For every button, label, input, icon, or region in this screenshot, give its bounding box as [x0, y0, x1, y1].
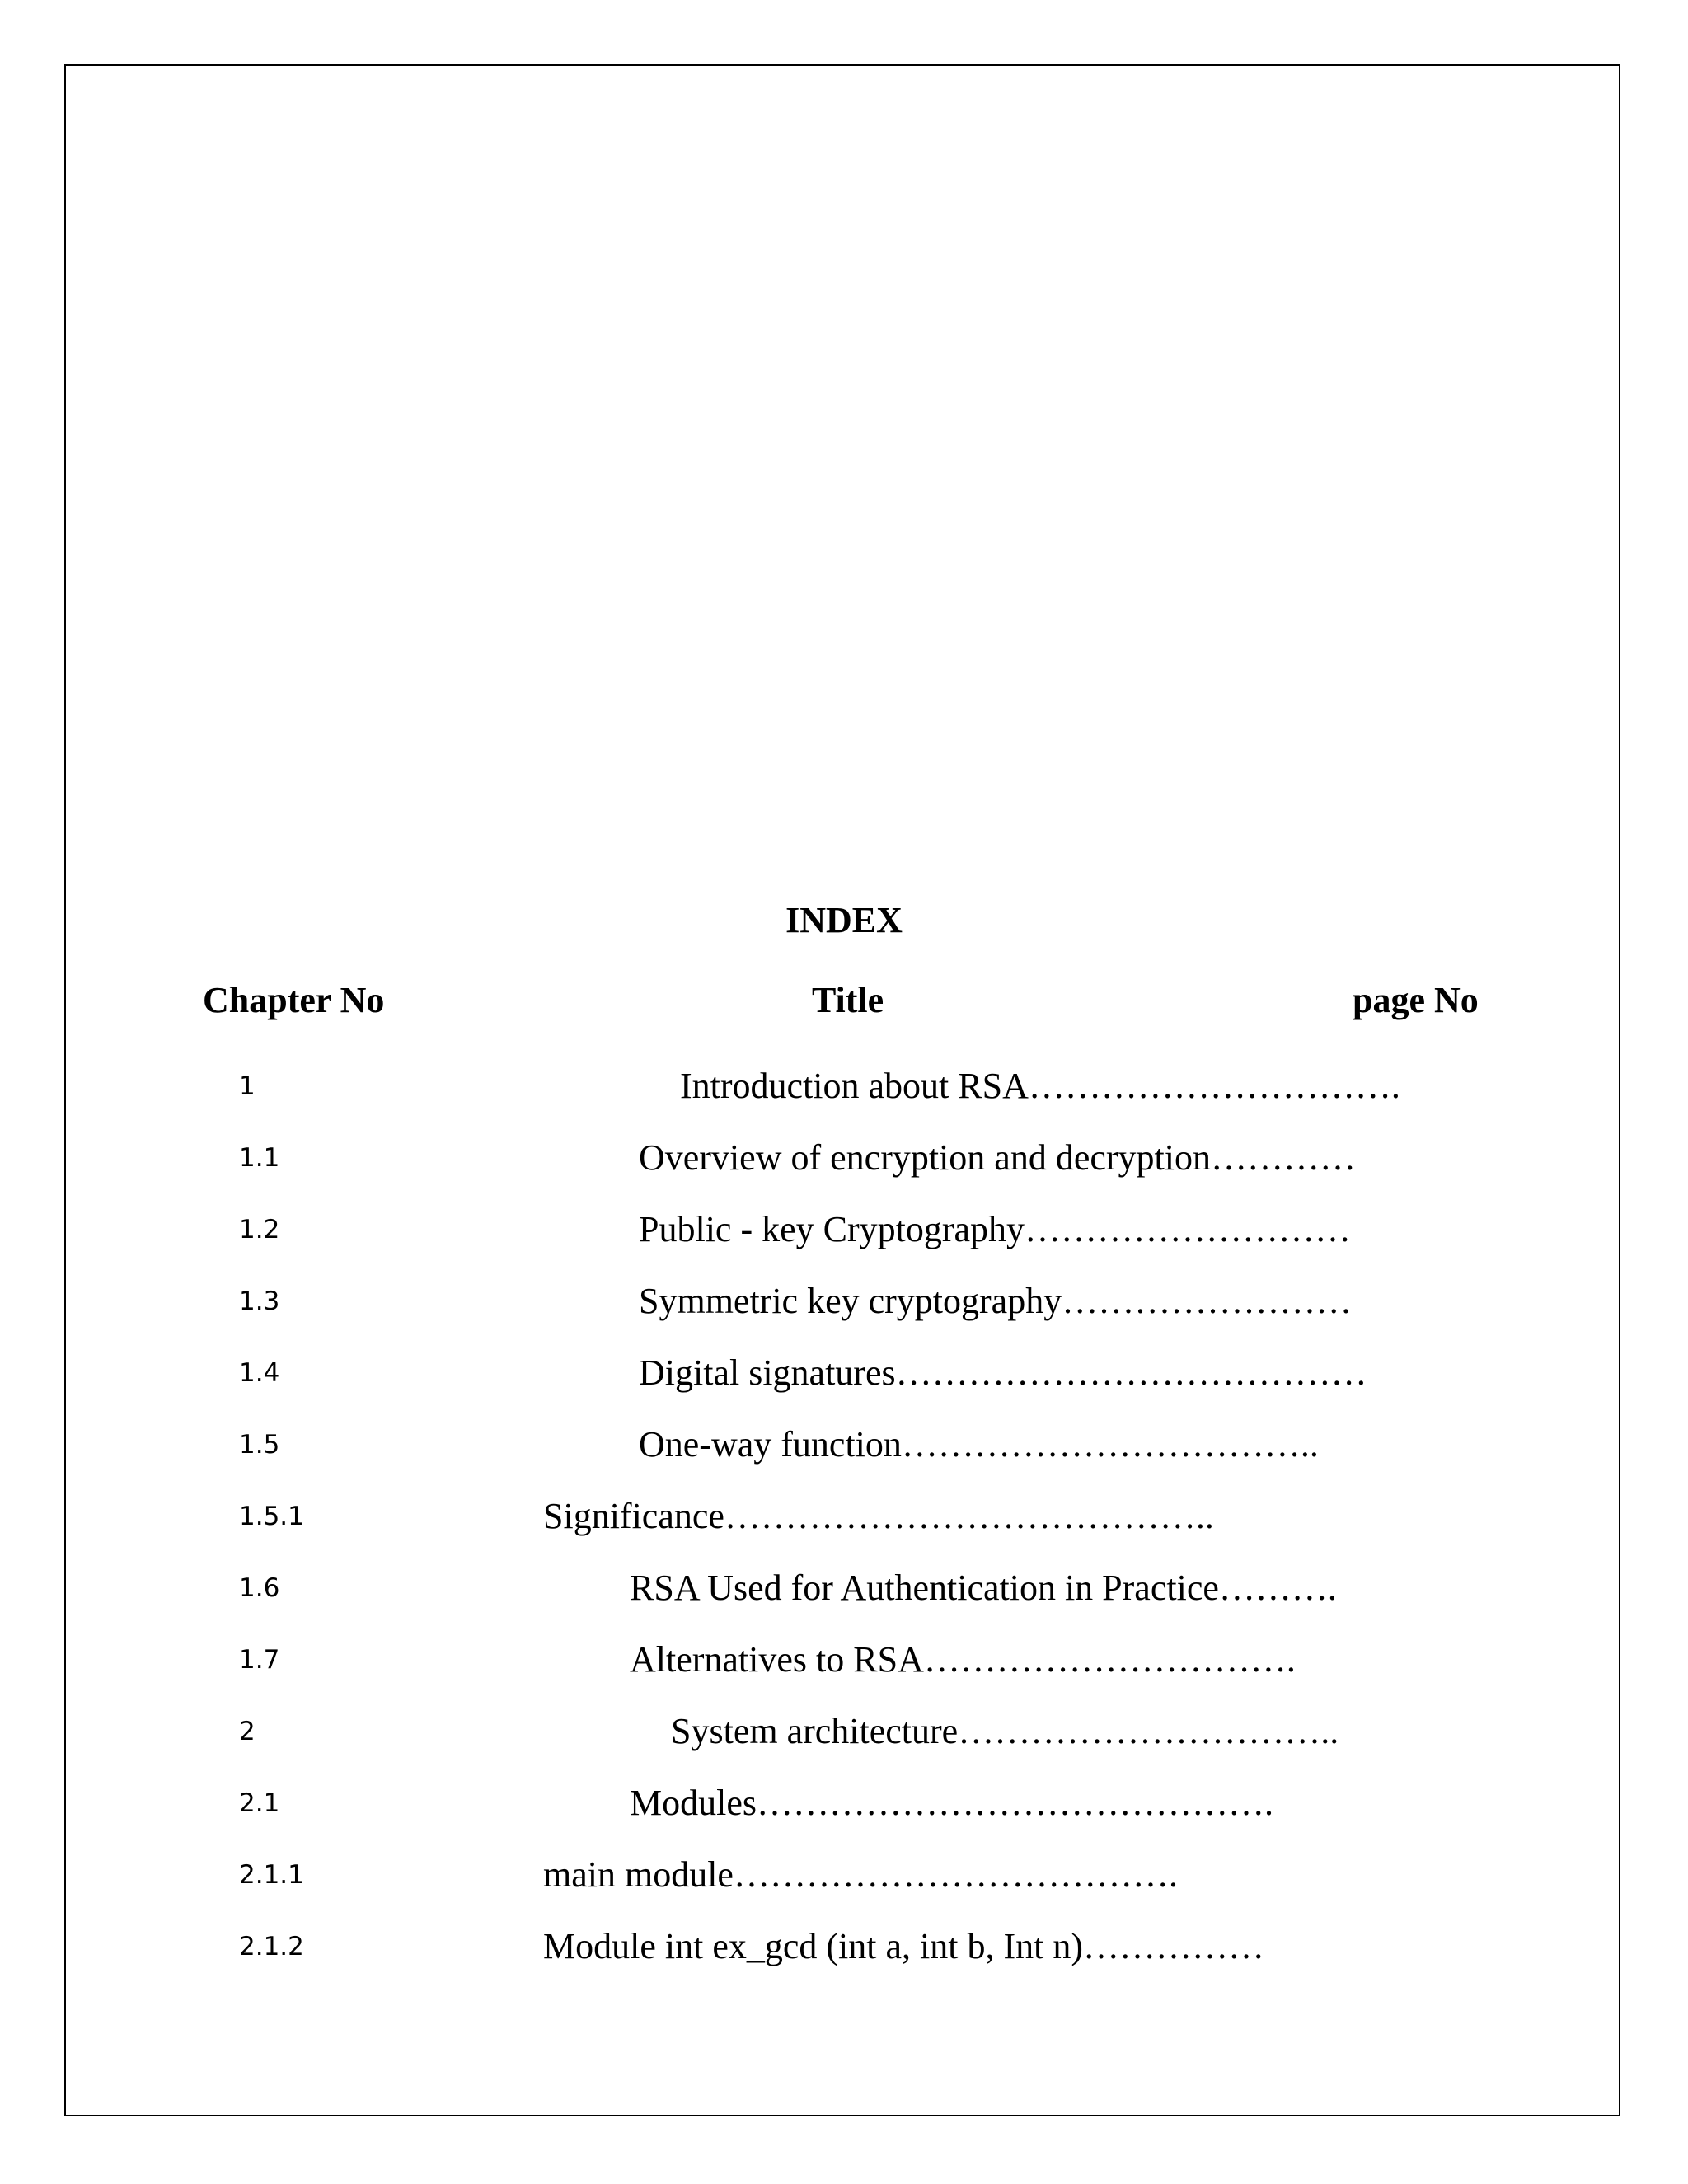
toc-entry: [0, 1205, 1688, 1254]
column-header-title: Title: [812, 980, 884, 1020]
toc-entry-title: Module int ex_gcd (int a, int b, Int n)……………: [543, 1926, 1264, 1966]
toc-entry-number: 1.7: [239, 1645, 280, 1675]
toc-entry-number: 2.1.1: [239, 1860, 304, 1890]
toc-entry-title: Public - key Cryptography………………………: [639, 1209, 1352, 1249]
toc-entry-title: Alternatives to RSA………………………….: [630, 1639, 1296, 1680]
toc-entry-number: 1.3: [239, 1286, 280, 1316]
toc-entry-number: 1.2: [239, 1215, 280, 1244]
toc-entry: [0, 1277, 1688, 1326]
toc-entry: [0, 1348, 1688, 1398]
toc-entry-title: Digital signatures…………………………………: [639, 1352, 1367, 1393]
toc-entry-title: One-way function……………………………..: [639, 1424, 1319, 1465]
toc-entry-title: RSA Used for Authentication in Practice……….: [630, 1568, 1337, 1608]
toc-entry-title: Introduction about RSA………………………….: [680, 1066, 1400, 1106]
toc-entry: [0, 1133, 1688, 1183]
toc-entry-number: 2.1: [239, 1788, 280, 1818]
toc-entry: [0, 1062, 1688, 1111]
toc-entry: [0, 1492, 1688, 1541]
toc-entry: [0, 1707, 1688, 1756]
toc-entry-title: System architecture…………………………..: [671, 1711, 1339, 1751]
toc-entry-title: main module……………………………….: [543, 1854, 1178, 1895]
toc-entry: [0, 1563, 1688, 1613]
toc-entry-number: 1.5: [239, 1430, 280, 1460]
toc-entry: [0, 1850, 1688, 1900]
toc-entry-number: 1.6: [239, 1573, 280, 1603]
toc-entry-number: 2: [239, 1717, 256, 1746]
column-header-chapter-no: Chapter No: [203, 980, 385, 1020]
toc-entry-number: 1.4: [239, 1358, 280, 1388]
toc-entry: [0, 1922, 1688, 1971]
toc-entry-title: Overview of encryption and decryption…………: [639, 1137, 1356, 1178]
toc-entry-number: 1.5.1: [239, 1502, 304, 1531]
toc-entry-title: Symmetric key cryptography……………………: [639, 1281, 1353, 1321]
toc-entry-number: 1: [239, 1071, 256, 1101]
toc-entry-number: 2.1.2: [239, 1932, 304, 1961]
toc-entry: [0, 1779, 1688, 1828]
index-heading: INDEX: [785, 900, 903, 940]
toc-entry-title: Significance…………………………………..: [543, 1496, 1214, 1536]
column-header-page-no: page No: [1353, 980, 1479, 1020]
toc-entry: [0, 1420, 1688, 1469]
toc-entry: [0, 1635, 1688, 1685]
toc-entry-number: 1.1: [239, 1143, 280, 1173]
toc-entry-title: Modules…………………………………….: [630, 1783, 1273, 1823]
